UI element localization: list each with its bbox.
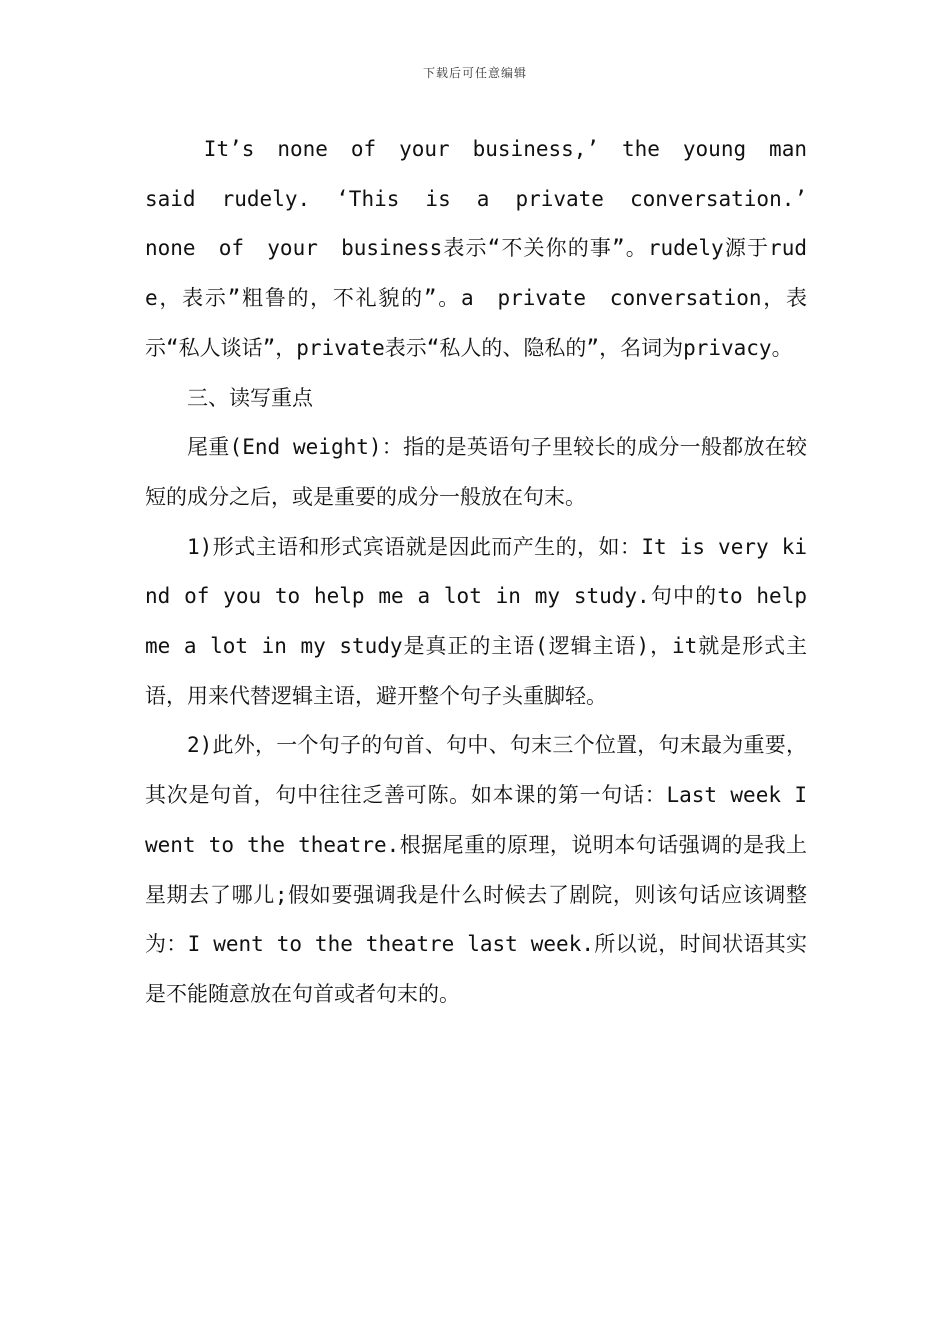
- section-heading: 三、读写重点: [187, 385, 313, 410]
- page-header: 下载后可任意编辑: [422, 66, 527, 80]
- document-body: [145, 125, 807, 1020]
- paragraph-point-2: 2)此外，一个句子的句首、句中、句末三个位置，句末最为重要，其次是句首，句中往往乏善可陈。如本课的第一句话：Last week I went to the theatre.根据尾重的原理，说明本句话强调的是我上星期去了哪儿;假如要强调我是什么时候去了剧院，则该句话应该调整为：I went to the theatre last week.所以说，时间状语其实是不能随意放在句首或者句末的。: [145, 733, 807, 1006]
- paragraph-point-1: 1)形式主语和形式宾语就是因此而产生的，如：It is very kind of you to help me a lot in my study.句中的to help me a lot in my study是真正的主语(逻辑主语)，it就是形式主语，用来代替逻辑主语，避开整个句子头重脚轻。: [145, 534, 807, 708]
- paragraph-end-weight-definition: 尾重(End weight)：指的是英语句子里较长的成分一般都放在较短的成分之后，或是重要的成分一般放在句末。: [145, 435, 807, 509]
- paragraph-quote: It’s none of your business,’ the young man said rudely. ‘This is a private conversation.’ none of your business表示“不关你的事”。rudely源于rude，表示”粗鲁的，不礼貌的”。a private conversation，表示“私人谈话”，private表示“私人的、隐私的”，名词为privacy。: [145, 137, 807, 360]
